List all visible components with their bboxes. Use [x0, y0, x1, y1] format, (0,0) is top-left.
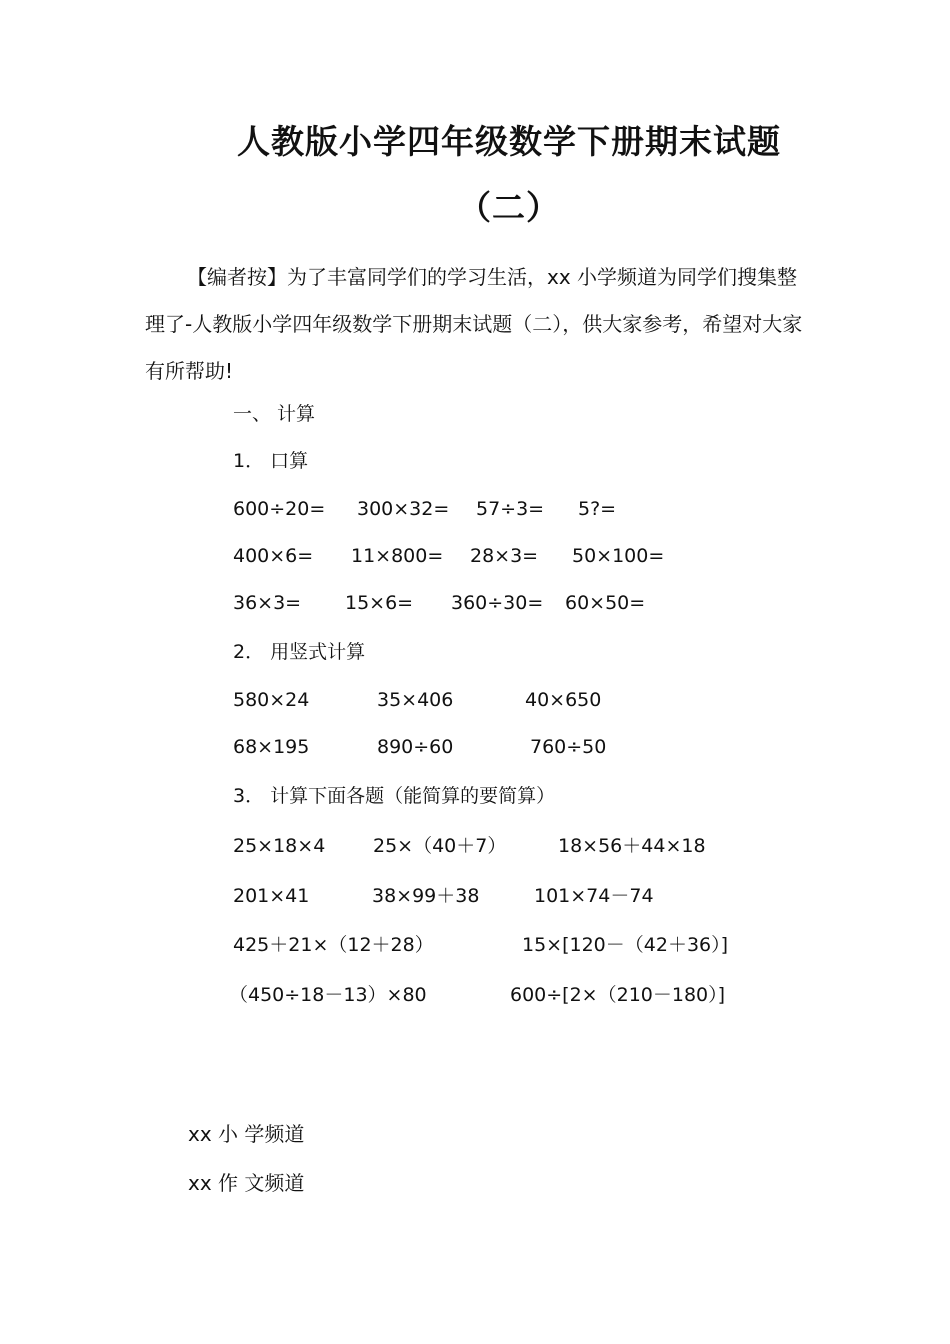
problem: 50×100=	[572, 545, 665, 567]
problem: 25×18×4	[233, 835, 326, 857]
part-heading-vertical-calculation: 2． 用竖式计算	[233, 641, 366, 663]
editor-note-paragraph: 【编者按】为了丰富同学们的学习生活，xx 小学频道为同学们搜集整理了-人教版小学四年级数学下册期末试题（二），供大家参考，希望对大家有所帮助!	[145, 265, 803, 383]
problem: 18×56＋44×18	[558, 835, 706, 857]
problem: 890÷60	[377, 736, 454, 758]
problem: 40×650	[525, 689, 602, 711]
footer-link-primary-school[interactable]: xx 小 学频道	[188, 1122, 305, 1146]
problem: 28×3=	[470, 545, 539, 567]
footer-link-composition[interactable]: xx 作 文频道	[188, 1171, 305, 1195]
problem: 38×99＋38	[372, 885, 480, 907]
problem: 600÷[2×（210－180）]	[510, 984, 726, 1006]
part-heading-mental-math: 1． 口算	[233, 450, 309, 472]
problem: 15×6=	[345, 592, 414, 614]
problem: 580×24	[233, 689, 310, 711]
section-heading-calculation: 一、 计算	[233, 403, 316, 425]
problem: 760÷50	[530, 736, 607, 758]
problem: 60×50=	[565, 592, 646, 614]
problem: 36×3=	[233, 592, 302, 614]
part-heading-simplify: 3． 计算下面各题（能简算的要简算）	[233, 785, 556, 807]
problem: 35×406	[377, 689, 454, 711]
problem: 5?=	[578, 498, 617, 520]
problem: 57÷3=	[476, 498, 545, 520]
problem: 201×41	[233, 885, 310, 907]
problem: 25×（40＋7）	[373, 835, 507, 857]
problem: 425＋21×（12＋28）	[233, 934, 434, 956]
problem: 300×32=	[357, 498, 450, 520]
problem: 68×195	[233, 736, 310, 758]
problem: 600÷20=	[233, 498, 326, 520]
problem: 360÷30=	[451, 592, 544, 614]
problem: 101×74－74	[534, 885, 654, 907]
document-title: 人教版小学四年级数学下册期末试题	[237, 122, 781, 161]
document-subtitle: （二）	[458, 188, 560, 227]
problem: 11×800=	[351, 545, 444, 567]
problem: 15×[120－（42＋36）]	[522, 934, 729, 956]
problem: 400×6=	[233, 545, 314, 567]
problem: （450÷18－13）×80	[229, 984, 427, 1006]
